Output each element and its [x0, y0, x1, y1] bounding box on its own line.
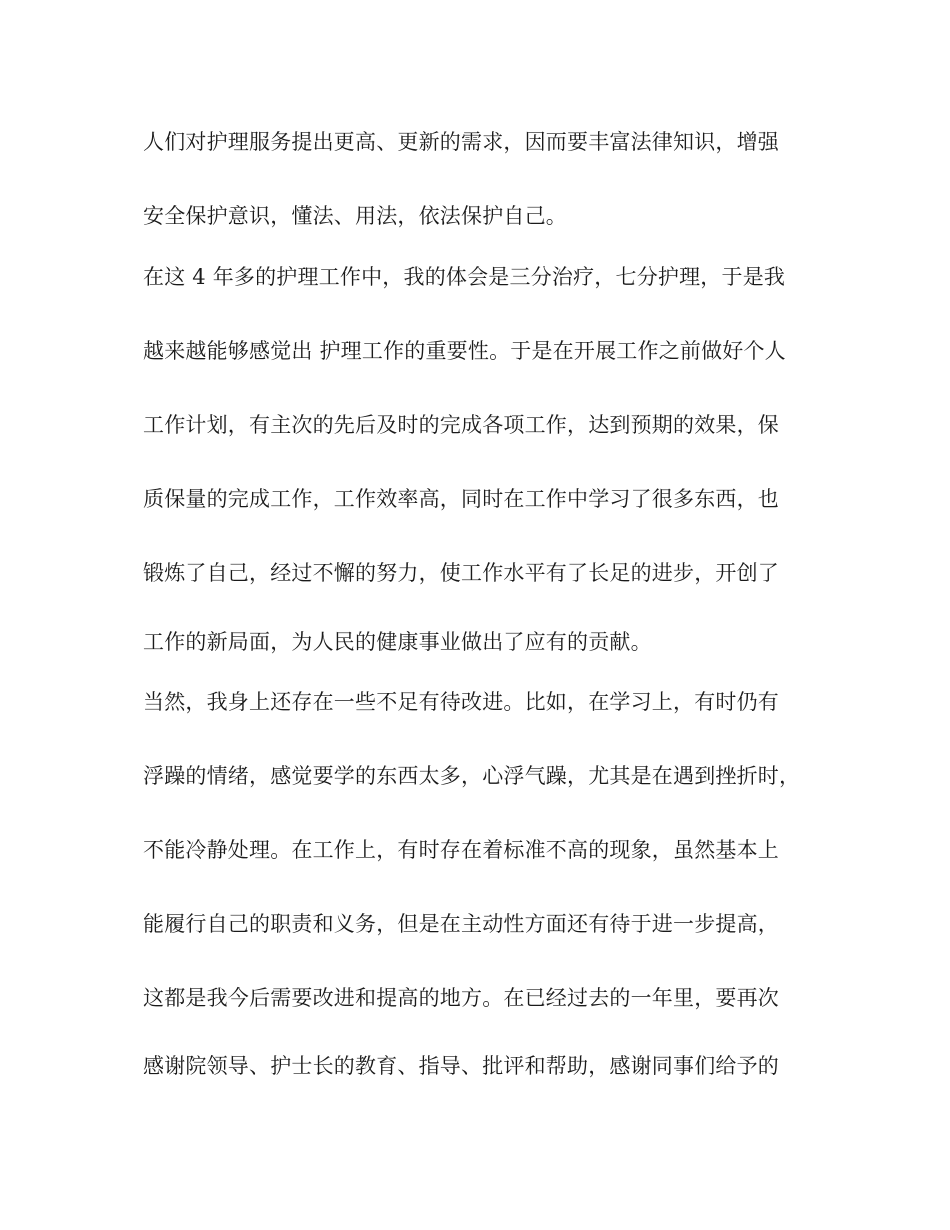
- text-line: 安全保护意识，懂法、用法，依法保护自己。: [143, 204, 567, 228]
- text-line: 感谢院领导、护士长的教育、指导、批评和帮助，感谢同事们给予的: [143, 1054, 779, 1078]
- text-line: 浮躁的情绪，感觉要学的东西太多，心浮气躁，尤其是在遇到挫折时，: [143, 764, 801, 788]
- text-line: 锻炼了自己，经过不懈的努力，使工作水平有了长足的进步，开创了: [143, 561, 779, 585]
- text-line: 不能冷静处理。在工作上，有时存在着标准不高的现象，虽然基本上: [143, 838, 779, 862]
- text-line: 在这 4 年多的护理工作中，我的体会是三分治疗，七分护理，于是我: [143, 265, 786, 289]
- text-line: 工作的新局面，为人民的健康事业做出了应有的贡献。: [143, 630, 652, 654]
- text-line: 能履行自己的职责和义务，但是在主动性方面还有待于进一步提高，: [143, 912, 779, 936]
- text-line: 越来越能够感觉出 护理工作的重要性。于是在开展工作之前做好个人: [143, 339, 786, 363]
- text-line: 质保量的完成工作，工作效率高，同时在工作中学习了很多东西，也: [143, 487, 779, 511]
- text-line: 当然，我身上还存在一些不足有待改进。比如，在学习上，有时仍有: [143, 690, 779, 714]
- text-line: 人们对护理服务提出更高、更新的需求，因而要丰富法律知识，增强: [143, 130, 779, 154]
- text-line: 工作计划，有主次的先后及时的完成各项工作，达到预期的效果，保: [143, 413, 779, 437]
- text-line: 这都是我今后需要改进和提高的地方。在已经过去的一年里，要再次: [143, 986, 779, 1010]
